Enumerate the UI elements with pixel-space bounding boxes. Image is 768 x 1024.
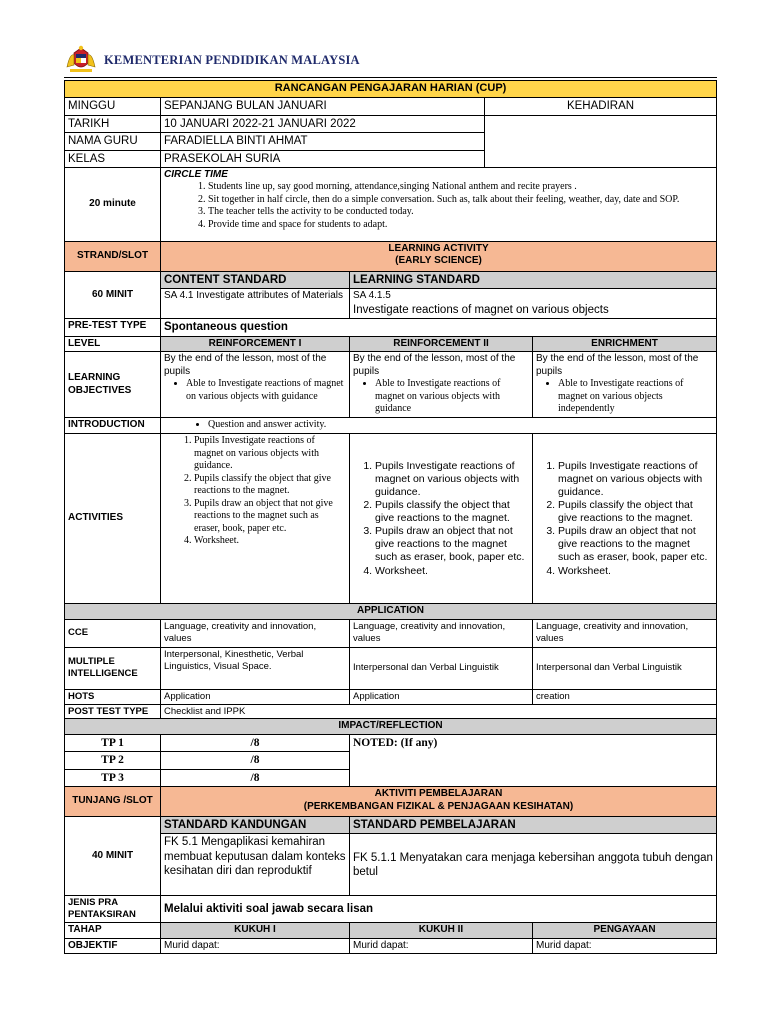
introduction-cell [161,418,717,434]
activity-item: 2. Pupils classify the object that give reactions to the magnet. [558,499,713,525]
pra-label: JENIS PRA PENTAKSIRAN [65,896,161,923]
objective-item: • Able to Investigate reactions of magnet on various objects independently [558,378,713,416]
tp2-label: TP 2 [65,752,161,769]
circle-item: 3. The teacher tells the activity to be conducted today. [208,206,713,219]
activity-item: 4. Worksheet. [375,565,529,578]
introduction-value: • Question and answer activity. [208,419,713,432]
sp-label: STANDARD PEMBELAJARAN [350,817,717,834]
mi-value-1: Interpersonal, Kinesthetic, Verbal Linguistics, Visual Space. [161,647,350,689]
aktiviti-subtitle: (PERKEMBANGAN FIZIKAL & PENJAGAAN KESIHATAN) [303,800,574,812]
sp-value: FK 5.1.1 Menyatakan cara menjaga kebersihan anggota tubuh dengan betul [350,834,717,896]
activity-item: 4. Worksheet. [558,565,713,578]
lesson-plan-table [64,80,717,954]
guru-label: NAMA GURU [65,133,161,150]
tp3-label: TP 3 [65,769,161,786]
objective-intro: By the end of the lesson, most of the pupils [353,353,516,377]
activities-label: ACTIVITIES [65,434,161,604]
page-header [64,44,360,76]
learning-standard-label: LEARNING STANDARD [350,271,717,288]
mi-value-2: Interpersonal dan Verbal Linguistik [350,647,533,689]
circle-item: 2. Sit together in half circle, then do a simple conversation. Such as, talk about their feeling, weather, day, date and SOP. [208,194,713,207]
ministry-name: KEMENTERIAN PENDIDIKAN MALAYSIA [104,52,360,67]
circle-item: 1. Students line up, say good morning, attendance,singing National anthem and recite prayers . [208,181,713,194]
activity-item: 1. Pupils Investigate reactions of magnet on various objects with guidance. [194,435,346,473]
cce-value-1: Language, creativity and innovation, values [161,619,350,647]
strand-slot-label: STRAND/SLOT [65,241,161,271]
malaysia-crest-icon [64,45,98,75]
activity-item: 2. Pupils classify the object that give reactions to the magnet. [375,499,529,525]
posttest-value: Checklist and IPPK [161,704,717,719]
learning-standard-value: Investigate reactions of magnet on various objects [353,303,609,316]
tahap-kukuh-2: KUKUH II [350,923,533,939]
tp2-score: /8 [161,752,350,769]
cce-value-2: Language, creativity and innovation, values [350,619,533,647]
level-label: LEVEL [65,336,161,352]
tunjang-slot-label: TUNJANG /SLOT [65,787,161,817]
tahap-label: TAHAP [65,923,161,939]
circle-item: 4. Provide time and space for students to adapt. [208,219,713,232]
objektif-value-2: Murid dapat: [350,938,533,954]
circle-duration: 20 minute [65,167,161,241]
learning-activity-heading [161,241,717,271]
minggu-label: MINGGU [65,97,161,115]
learning-standard-cell [350,289,717,319]
hots-value-2: Application [350,689,533,704]
level-enrichment: ENRICHMENT [533,336,717,352]
objective-intro: By the end of the lesson, most of the pupils [164,353,327,377]
objective-item: • Able to Investigate reactions of magnet on various objects with guidance [375,378,529,416]
learning-activity-title: LEARNING ACTIVITY [388,242,489,254]
content-standard-value: SA 4.1 Investigate attributes of Materials [161,289,350,319]
kelas-label: KELAS [65,150,161,167]
header-divider [64,77,717,78]
kehadiran-box [485,115,717,167]
noted-label: NOTED: (If any) [353,736,438,749]
aktiviti-title: AKTIVITI PEMBELAJARAN [374,788,503,799]
tarikh-value: 10 JANUARI 2022-21 JANUARI 2022 [161,115,485,132]
objective-cell-3 [533,352,717,418]
objektif-value-1: Murid dapat: [161,938,350,954]
tahap-pengayaan: PENGAYAAN [533,923,717,939]
pra-value: Melalui aktiviti soal jawab secara lisan [161,896,717,923]
activity-item: 2. Pupils classify the object that give reactions to the magnet. [194,473,346,498]
mi-label: MULTIPLE INTELLIGENCE [65,647,161,689]
level-reinforcement-2: REINFORCEMENT II [350,336,533,352]
posttest-label: POST TEST TYPE [65,704,161,719]
level-reinforcement-1: REINFORCEMENT I [161,336,350,352]
objective-intro: By the end of the lesson, most of the pupils [536,353,699,377]
guru-value: FARADIELLA BINTI AHMAT [161,133,485,150]
activity-item: 3. Pupils draw an object that not give reactions to the magnet such as eraser, book, paper etc. [194,498,346,536]
science-duration: 60 MINIT [65,271,161,318]
circle-title: CIRCLE TIME [164,168,228,180]
pretest-value: Spontaneous question [161,319,717,336]
tp1-score: /8 [161,734,350,751]
objectives-label: LEARNING OBJECTIVES [65,352,161,418]
cce-value-3: Language, creativity and innovation, values [533,619,717,647]
cce-label: CCE [65,619,161,647]
activities-col-1 [161,434,350,604]
tahap-kukuh-1: KUKUH I [161,923,350,939]
activity-item: 4. Worksheet. [194,535,346,548]
sk-value: FK 5.1 Mengaplikasi kemahiran membuat keputusan dalam konteks kesihatan diri dan reproduktif [161,834,350,896]
activity-item: 3. Pupils draw an object that not give reactions to the magnet such as eraser, book, paper etc. [558,525,713,564]
physical-duration: 40 MINIT [65,817,161,896]
minggu-value: SEPANJANG BULAN JANUARI [161,97,485,115]
activities-col-3 [533,434,717,604]
application-heading: APPLICATION [65,604,717,620]
hots-value-3: creation [533,689,717,704]
objektif-label: OBJEKTIF [65,938,161,954]
circle-list [164,181,713,231]
kehadiran-label: KEHADIRAN [485,97,717,115]
learning-standard-code: SA 4.1.5 [353,290,391,302]
hots-value-1: Application [161,689,350,704]
activity-item: 3. Pupils draw an object that not give reactions to the magnet such as eraser, book, paper etc. [375,525,529,564]
tp1-label: TP 1 [65,734,161,751]
noted-cell [350,734,717,786]
circle-time-cell [161,167,717,241]
activity-item: 1. Pupils Investigate reactions of magnet on various objects with guidance. [558,460,713,499]
tarikh-label: TARIKH [65,115,161,132]
objective-cell-1 [161,352,350,418]
objektif-value-3: Murid dapat: [533,938,717,954]
activities-col-2 [350,434,533,604]
sk-label: STANDARD KANDUNGAN [161,817,350,834]
mi-value-3: Interpersonal dan Verbal Linguistik [533,647,717,689]
impact-heading: IMPACT/REFLECTION [65,719,717,735]
activity-item: 1. Pupils Investigate reactions of magnet on various objects with guidance. [375,460,529,499]
kelas-value: PRASEKOLAH SURIA [161,150,485,167]
pretest-label: PRE-TEST TYPE [65,319,161,336]
learning-activity-subtitle: (EARLY SCIENCE) [395,255,482,267]
hots-label: HOTS [65,689,161,704]
aktiviti-heading [161,787,717,817]
objective-item: • Able to Investigate reactions of magnet on various objects with guidance [186,378,346,403]
content-standard-label: CONTENT STANDARD [161,271,350,288]
objective-cell-2 [350,352,533,418]
tp3-score: /8 [161,769,350,786]
plan-title: RANCANGAN PENGAJARAN HARIAN (CUP) [65,81,717,98]
introduction-label: INTRODUCTION [65,418,161,434]
